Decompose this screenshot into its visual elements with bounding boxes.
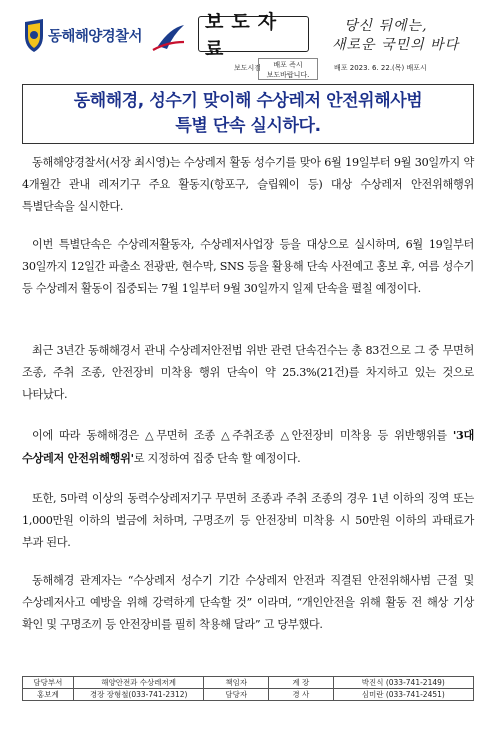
responsible-label: 책임자 bbox=[204, 677, 269, 689]
agency-logo bbox=[22, 16, 187, 56]
paragraph-2: 이번 특별단속은 수상레저활동자, 수상레저사업장 등을 대상으로 실시하며, 6월 19일부터 30일까지 12일간 파출소 전광판, 현수막, SNS 등을 활용해 단속 사전예고 홍보 후, 여름 성수기 등 수상레저 활동이 집중되는 7월 1일부터 9월 30일까지 일제 단속을 펼칠 예정이다. bbox=[22, 238, 474, 296]
staff-contact: 심미란 (033-741-2451) bbox=[333, 689, 473, 701]
contact-table bbox=[22, 676, 474, 701]
paragraph-4-emphasis: '3대 수상레저 안전위해행위' bbox=[22, 428, 474, 466]
headline-box bbox=[22, 84, 474, 144]
release-info bbox=[22, 58, 474, 82]
paragraph-4-tail: 로 지정하여 집중 단속 할 예정이다. bbox=[133, 452, 301, 466]
contact-row bbox=[23, 689, 474, 701]
headline-line2: 특별 단속 실시하다. bbox=[175, 116, 321, 136]
slogan-line2: 새로운 국민의 바다 bbox=[332, 37, 460, 53]
dept-value: 해양안전과 수상레저계 bbox=[73, 677, 204, 689]
staff-title: 경 사 bbox=[269, 689, 334, 701]
paragraph-4 bbox=[22, 424, 474, 470]
release-timing-line2: 보도바랍니다. bbox=[266, 71, 310, 79]
pr-label: 홍보계 bbox=[23, 689, 74, 701]
pr-contact: 경장 장형철(033-741-2312) bbox=[73, 689, 204, 701]
release-date: 배포 2023. 6. 22.(목) 배포시 bbox=[334, 64, 427, 72]
paragraph-1: 동해해양경찰서(서장 최시영)는 수상레저 활동 성수기를 맞아 6월 19일부터 9월 30일까지 약 4개월간 관내 레저기구 주요 활동지(항포구, 슬립웨이 등) 대상 수상레저 안전위해행위 특별단속을 실시한다. bbox=[22, 156, 474, 214]
paragraph-5: 또한, 5마력 이상의 동력수상레저기구 무면허 조종과 주취 조종의 경우 1년 이하의 징역 또는 1,000만원 이하의 벌금에 처하며, 구명조끼 등 안전장비 미착용 시 50만원 이하의 과태료가 부과 된다. bbox=[22, 492, 474, 550]
doc-type-label: 보도자료 bbox=[198, 16, 309, 52]
staff-label: 담당자 bbox=[204, 689, 269, 701]
release-timing-line1: 배포 즉시 bbox=[273, 61, 303, 69]
release-timing-box bbox=[258, 58, 318, 80]
contact-row bbox=[23, 677, 474, 689]
slogan-line1: 당신 뒤에는, bbox=[344, 18, 428, 34]
paragraph-3: 최근 3년간 동해해경서 관내 수상레저안전법 위반 관련 단속건수는 총 83건으로 그 중 무면허 조종, 주취 조종, 안전장비 미착용 행위 단속이 약 25.3%(21건)를 차지하고 있는 것으로 나타났다. bbox=[22, 344, 474, 402]
responsible-contact: 박진식 (033-741-2149) bbox=[333, 677, 473, 689]
slogan bbox=[322, 14, 472, 58]
header bbox=[22, 12, 474, 58]
dept-label: 담당부서 bbox=[23, 677, 74, 689]
release-label: 보도시점 bbox=[234, 64, 262, 72]
headline-line1: 동해해경, 성수기 맞이해 수상레저 안전위해사범 bbox=[73, 91, 423, 111]
paragraph-6: 동해해경 관계자는 “수상레저 성수기 기간 수상레저 안전과 직결된 안전위해사범 근절 및 수상레저사고 예방을 위해 강력하게 단속할 것” 이라며, “개인안전을 위해 활동 전 해상 기상 확인 및 구명조끼 등 안전장비를 필히 착용해 달라” 고 당부했다. bbox=[22, 574, 474, 632]
responsible-title: 계 장 bbox=[269, 677, 334, 689]
paragraph-4-lead: 이에 따라 동해해경은 △무면허 조종 △주취조종 △안전장비 미착용 등 위반행위를 bbox=[32, 429, 453, 442]
agency-name: 동해해양경찰서 bbox=[48, 29, 142, 45]
